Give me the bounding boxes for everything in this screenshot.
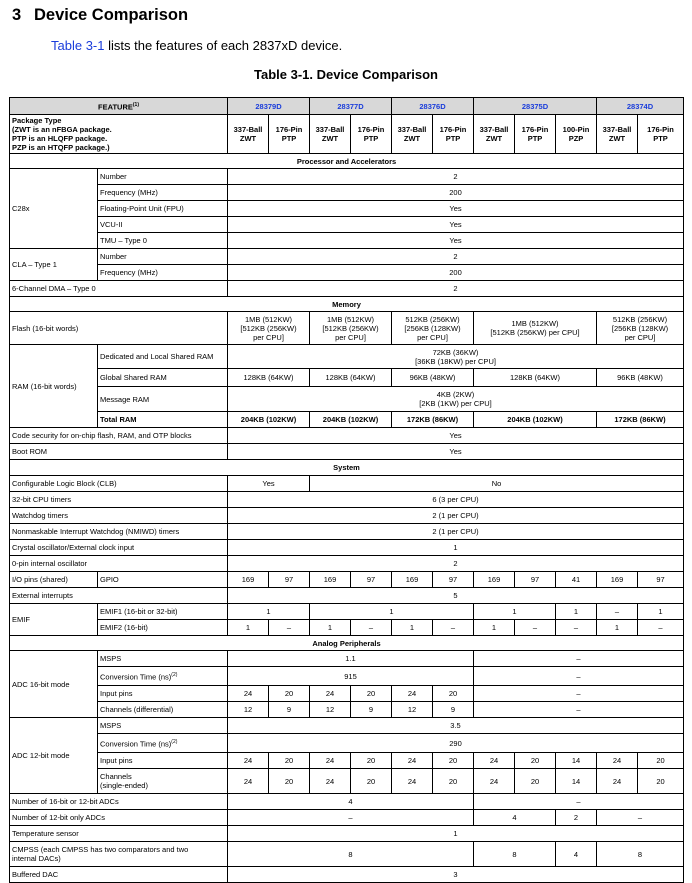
- value-cell: 24: [597, 753, 638, 769]
- row-label-ram: RAM (16-bit words): [10, 345, 98, 428]
- feature-header: [10, 98, 228, 115]
- value-cell: 24: [228, 686, 269, 702]
- sub-label: Dedicated and Local Shared RAM: [98, 345, 228, 369]
- value-cell: 172KB (86KW): [597, 412, 684, 428]
- table-row: [10, 867, 684, 883]
- value-cell: 1MB (512KW) [512KB (256KW) per CPU]: [474, 312, 597, 345]
- value-cell: 8: [597, 842, 684, 867]
- sub-label: Channels (differential): [98, 702, 228, 718]
- cell-text: Conversion Time (ns): [100, 672, 172, 682]
- table-row: [10, 842, 684, 867]
- value-cell: 20: [351, 769, 392, 794]
- table-row: [10, 297, 684, 312]
- intro-text: lists the features of each 2837xD device.: [104, 38, 343, 53]
- table-row: [10, 588, 684, 604]
- footnote-ref: (1): [132, 101, 139, 108]
- section-processor: Processor and Accelerators: [10, 154, 684, 169]
- value-cell: –: [474, 794, 684, 810]
- value-cell: 2 (1 per CPU): [228, 524, 684, 540]
- value-cell: 1: [310, 604, 474, 620]
- package-cell: 337-Ball ZWT: [474, 115, 515, 154]
- value-cell: 200: [228, 265, 684, 281]
- device-28379D: 28379D: [228, 98, 310, 115]
- sub-label: Input pins: [98, 686, 228, 702]
- value-cell: 4: [228, 794, 474, 810]
- row-label-crystal: Crystal oscillator/External clock input: [10, 540, 228, 556]
- sub-label: Frequency (MHz): [98, 185, 228, 201]
- value-cell: 24: [392, 686, 433, 702]
- value-cell: –: [515, 620, 556, 636]
- value-cell: Yes: [228, 233, 684, 249]
- value-cell: –: [433, 620, 474, 636]
- sub-label: Number: [98, 169, 228, 185]
- footnote-ref: (2): [171, 738, 178, 745]
- value-cell: 2: [228, 249, 684, 265]
- sub-label: Number: [98, 249, 228, 265]
- value-cell: 20: [433, 753, 474, 769]
- device-28374D: 28374D: [597, 98, 684, 115]
- table-row: [10, 753, 684, 769]
- sub-label: Input pins: [98, 753, 228, 769]
- table-row: [10, 636, 684, 651]
- value-cell: 1: [474, 604, 556, 620]
- row-label-cmpss: CMPSS (each CMPSS has two comparators and two internal DACs): [10, 842, 228, 867]
- device-28375D: 28375D: [474, 98, 597, 115]
- value-cell: 1: [228, 826, 684, 842]
- row-label-zeropin: 0-pin internal oscillator: [10, 556, 228, 572]
- sub-label: VCU-II: [98, 217, 228, 233]
- row-label-emif: EMIF: [10, 604, 98, 636]
- value-cell: 8: [228, 842, 474, 867]
- table-row: [10, 810, 684, 826]
- table-row: [10, 233, 684, 249]
- row-label-cla: CLA – Type 1: [10, 249, 98, 281]
- value-cell: 204KB (102KW): [474, 412, 597, 428]
- table-row: [10, 115, 684, 154]
- value-cell: 1: [597, 620, 638, 636]
- row-label-nmiwd: Nonmaskable Interrupt Watchdog (NMIWD) timers: [10, 524, 228, 540]
- table-row: [10, 686, 684, 702]
- row-label-codesec: Code security for on-chip flash, RAM, and OTP blocks: [10, 428, 228, 444]
- device-28377D: 28377D: [310, 98, 392, 115]
- value-cell: 128KB (64KW): [228, 369, 310, 387]
- value-cell: 24: [392, 769, 433, 794]
- value-cell: 915: [228, 667, 474, 686]
- table-row: [10, 718, 684, 734]
- value-cell: Yes: [228, 428, 684, 444]
- row-label-num12: Number of 12-bit only ADCs: [10, 810, 228, 826]
- section-title: Device Comparison: [34, 6, 189, 24]
- sub-label: [98, 734, 228, 753]
- value-cell: 97: [433, 572, 474, 588]
- sub-label: EMIF2 (16-bit): [98, 620, 228, 636]
- value-cell: 512KB (256KW) [256KB (128KW) per CPU]: [392, 312, 474, 345]
- value-cell: –: [474, 702, 684, 718]
- package-cell: 176-Pin PTP: [515, 115, 556, 154]
- value-cell: –: [351, 620, 392, 636]
- row-label-dac: Buffered DAC: [10, 867, 228, 883]
- value-cell: 1: [228, 604, 310, 620]
- value-cell: 9: [433, 702, 474, 718]
- value-cell: Yes: [228, 444, 684, 460]
- value-cell: 96KB (48KW): [392, 369, 474, 387]
- row-label-extint: External interrupts: [10, 588, 228, 604]
- value-cell: 4KB (2KW) [2KB (1KW) per CPU]: [228, 387, 684, 412]
- row-label-watchdog: Watchdog timers: [10, 508, 228, 524]
- table-row: [10, 428, 684, 444]
- value-cell: 97: [351, 572, 392, 588]
- table-row: [10, 524, 684, 540]
- section-analog: Analog Peripherals: [10, 636, 684, 651]
- value-cell: 1: [474, 620, 515, 636]
- value-cell: –: [597, 604, 638, 620]
- value-cell: 1.1: [228, 651, 474, 667]
- value-cell: 6 (3 per CPU): [228, 492, 684, 508]
- intro-paragraph: [51, 38, 342, 53]
- value-cell: –: [474, 667, 684, 686]
- value-cell: 96KB (48KW): [597, 369, 684, 387]
- table-row: [10, 312, 684, 345]
- package-type-label: Package Type (ZWT is an nFBGA package. PTP is an HLQFP package. PZP is an HTQFP package.): [10, 115, 228, 154]
- device-comparison-table: [9, 97, 684, 883]
- sub-label: [98, 667, 228, 686]
- value-cell: 2 (1 per CPU): [228, 508, 684, 524]
- value-cell: 20: [269, 769, 310, 794]
- value-cell: 2: [228, 556, 684, 572]
- value-cell: 128KB (64KW): [310, 369, 392, 387]
- table-row: [10, 476, 684, 492]
- sub-label: MSPS: [98, 718, 228, 734]
- package-cell: 176-Pin PTP: [351, 115, 392, 154]
- table-row: [10, 651, 684, 667]
- value-cell: Yes: [228, 201, 684, 217]
- value-cell: 1: [638, 604, 684, 620]
- row-label-bootrom: Boot ROM: [10, 444, 228, 460]
- table-row: [10, 201, 684, 217]
- value-cell: 290: [228, 734, 684, 753]
- table-row: [10, 217, 684, 233]
- value-cell: 200: [228, 185, 684, 201]
- sub-label: Global Shared RAM: [98, 369, 228, 387]
- value-cell: 20: [433, 686, 474, 702]
- package-cell: 337-Ball ZWT: [597, 115, 638, 154]
- sub-label: GPIO: [98, 572, 228, 588]
- value-cell: –: [556, 620, 597, 636]
- value-cell: 20: [638, 769, 684, 794]
- table-row: [10, 734, 684, 753]
- package-cell: 337-Ball ZWT: [310, 115, 351, 154]
- table-link[interactable]: Table 3-1: [51, 38, 105, 53]
- value-cell: 20: [638, 753, 684, 769]
- section-heading: [12, 6, 188, 25]
- row-label-dma: 6-Channel DMA – Type 0: [10, 281, 228, 297]
- value-cell: 4: [556, 842, 597, 867]
- value-cell: 1: [228, 540, 684, 556]
- table-row: [10, 556, 684, 572]
- value-cell: 24: [474, 753, 515, 769]
- table-row: [10, 794, 684, 810]
- table-row: [10, 508, 684, 524]
- value-cell: 20: [269, 753, 310, 769]
- value-cell: –: [638, 620, 684, 636]
- value-cell: 12: [392, 702, 433, 718]
- value-cell: 1MB (512KW) [512KB (256KW) per CPU]: [228, 312, 310, 345]
- value-cell: 20: [433, 769, 474, 794]
- sub-label: EMIF1 (16-bit or 32-bit): [98, 604, 228, 620]
- value-cell: Yes: [228, 476, 310, 492]
- value-cell: 97: [515, 572, 556, 588]
- sub-label: Channels (single-ended): [98, 769, 228, 794]
- sub-label: Message RAM: [98, 387, 228, 412]
- table-row: [10, 369, 684, 387]
- package-cell: 100-Pin PZP: [556, 115, 597, 154]
- sub-label: TMU – Type 0: [98, 233, 228, 249]
- value-cell: Yes: [228, 217, 684, 233]
- value-cell: –: [228, 810, 474, 826]
- package-cell: 176-Pin PTP: [269, 115, 310, 154]
- value-cell: 24: [392, 753, 433, 769]
- value-cell: 3.5: [228, 718, 684, 734]
- table-title: Table 3-1. Device Comparison: [254, 67, 438, 82]
- value-cell: –: [269, 620, 310, 636]
- value-cell: 24: [310, 769, 351, 794]
- value-cell: 12: [310, 702, 351, 718]
- table-row: [10, 826, 684, 842]
- value-cell: 128KB (64KW): [474, 369, 597, 387]
- row-label-num1612: Number of 16-bit or 12-bit ADCs: [10, 794, 228, 810]
- value-cell: 3: [228, 867, 684, 883]
- value-cell: 24: [597, 769, 638, 794]
- value-cell: 9: [351, 702, 392, 718]
- value-cell: 8: [474, 842, 556, 867]
- value-cell: 169: [392, 572, 433, 588]
- package-cell: 176-Pin PTP: [433, 115, 474, 154]
- table-row: [10, 154, 684, 169]
- row-label-c28x: C28x: [10, 169, 98, 249]
- row-label-timers: 32-bit CPU timers: [10, 492, 228, 508]
- package-cell: 337-Ball ZWT: [392, 115, 433, 154]
- table-row: [10, 702, 684, 718]
- table-row: [10, 769, 684, 794]
- value-cell: No: [310, 476, 684, 492]
- value-cell: 1: [310, 620, 351, 636]
- value-cell: 1: [228, 620, 269, 636]
- table-row: [10, 169, 684, 185]
- value-cell: –: [474, 651, 684, 667]
- value-cell: 24: [310, 686, 351, 702]
- value-cell: 20: [515, 753, 556, 769]
- table-row: [10, 265, 684, 281]
- value-cell: 5: [228, 588, 684, 604]
- value-cell: 1: [556, 604, 597, 620]
- value-cell: 14: [556, 769, 597, 794]
- section-memory: Memory: [10, 297, 684, 312]
- sub-label: Floating-Point Unit (FPU): [98, 201, 228, 217]
- section-number: 3: [12, 6, 22, 24]
- value-cell: 9: [269, 702, 310, 718]
- value-cell: 14: [556, 753, 597, 769]
- table-row: [10, 604, 684, 620]
- row-label-clb: Configurable Logic Block (CLB): [10, 476, 228, 492]
- value-cell: 24: [474, 769, 515, 794]
- value-cell: –: [597, 810, 684, 826]
- value-cell: 20: [351, 686, 392, 702]
- value-cell: 24: [310, 753, 351, 769]
- value-cell: 169: [597, 572, 638, 588]
- table-row: [10, 620, 684, 636]
- value-cell: 20: [351, 753, 392, 769]
- value-cell: 1MB (512KW) [512KB (256KW) per CPU]: [310, 312, 392, 345]
- value-cell: 169: [228, 572, 269, 588]
- table-row: [10, 249, 684, 265]
- value-cell: 72KB (36KW) [36KB (18KW) per CPU]: [228, 345, 684, 369]
- table-row: [10, 460, 684, 476]
- row-label-adc16: ADC 16-bit mode: [10, 651, 98, 718]
- table-row: [10, 667, 684, 686]
- table-row: [10, 572, 684, 588]
- value-cell: 204KB (102KW): [310, 412, 392, 428]
- table-row: [10, 98, 684, 115]
- sub-label: Total RAM: [98, 412, 228, 428]
- table-row: [10, 387, 684, 412]
- value-cell: 97: [638, 572, 684, 588]
- value-cell: 24: [228, 769, 269, 794]
- row-label-flash: Flash (16-bit words): [10, 312, 228, 345]
- value-cell: 12: [228, 702, 269, 718]
- package-cell: 337-Ball ZWT: [228, 115, 269, 154]
- value-cell: 204KB (102KW): [228, 412, 310, 428]
- value-cell: –: [474, 686, 684, 702]
- value-cell: 97: [269, 572, 310, 588]
- footnote-ref: (2): [171, 671, 178, 678]
- value-cell: 512KB (256KW) [256KB (128KW) per CPU]: [597, 312, 684, 345]
- value-cell: 169: [310, 572, 351, 588]
- table-row: [10, 444, 684, 460]
- table-row: [10, 185, 684, 201]
- value-cell: 20: [515, 769, 556, 794]
- package-cell: 176-Pin PTP: [638, 115, 684, 154]
- row-label-io: I/O pins (shared): [10, 572, 98, 588]
- table-row: [10, 540, 684, 556]
- section-system: System: [10, 460, 684, 476]
- sub-label: Frequency (MHz): [98, 265, 228, 281]
- row-label-temp: Temperature sensor: [10, 826, 228, 842]
- table-row: [10, 492, 684, 508]
- value-cell: 2: [228, 281, 684, 297]
- value-cell: 2: [556, 810, 597, 826]
- value-cell: 4: [474, 810, 556, 826]
- value-cell: 172KB (86KW): [392, 412, 474, 428]
- value-cell: 20: [269, 686, 310, 702]
- table-row: [10, 281, 684, 297]
- table-row: [10, 345, 684, 369]
- value-cell: 1: [392, 620, 433, 636]
- value-cell: 24: [228, 753, 269, 769]
- value-cell: 41: [556, 572, 597, 588]
- feature-label: FEATURE: [98, 102, 133, 112]
- row-label-adc12: ADC 12-bit mode: [10, 718, 98, 794]
- table-row: [10, 412, 684, 428]
- cell-text: Conversion Time (ns): [100, 739, 172, 749]
- sub-label: MSPS: [98, 651, 228, 667]
- value-cell: 169: [474, 572, 515, 588]
- value-cell: 2: [228, 169, 684, 185]
- device-28376D: 28376D: [392, 98, 474, 115]
